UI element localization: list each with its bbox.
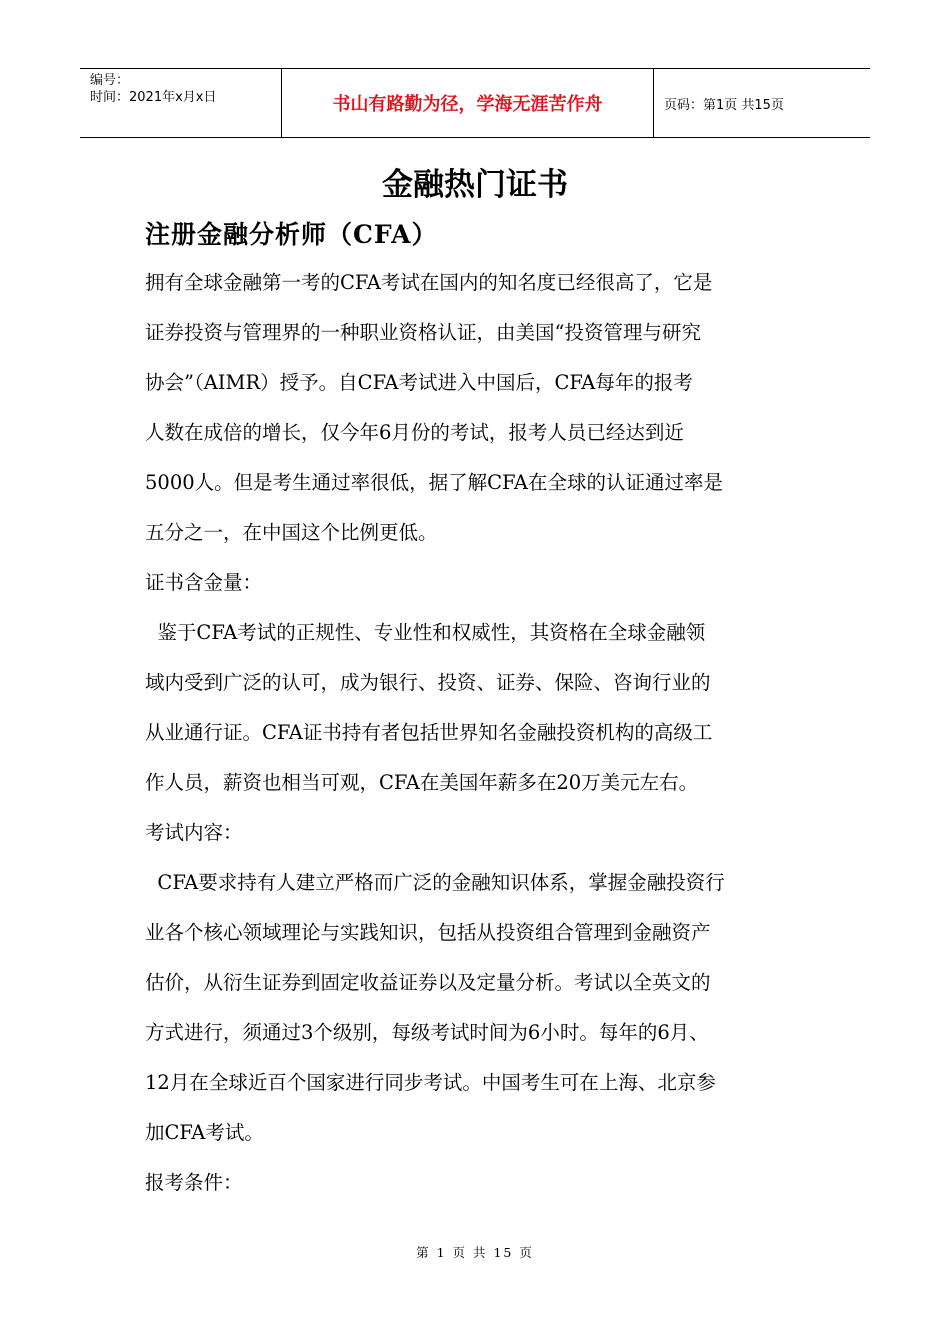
text-line: 5000人。但是考生通过率很低，据了解CFA在全球的认证通过率是: [145, 471, 723, 494]
subheading-certificate-value: 证书含金量：: [145, 571, 263, 594]
text-line: 估价，从衍生证券到固定收益证券以及定量分析。考试以全英文的: [145, 971, 711, 994]
header-meta: [80, 69, 282, 137]
text-line: 作人员，薪资也相当可观，CFA在美国年薪多在20万美元左右。: [145, 771, 699, 794]
text-line: 证券投资与管理界的一种职业资格认证，由美国“投资管理与研究: [145, 321, 701, 344]
document-number-label: 编号：: [90, 73, 130, 88]
page-header: [80, 68, 870, 138]
header-page-info: 页码：第1页 共15页: [664, 97, 784, 113]
section-title: 注册金融分析师（CFA）: [145, 220, 438, 249]
page-footer: 第 1 页 共 15 页: [416, 1245, 534, 1260]
document-date: 时间：2021年x月x日: [90, 90, 217, 105]
header-motto: 书山有路勤为径，学海无涯苦作舟: [282, 69, 654, 137]
text-line: 域内受到广泛的认可，成为银行、投资、证券、保险、咨询行业的: [145, 671, 711, 694]
text-line: 从业通行证。CFA证书持有者包括世界知名金融投资机构的高级工: [145, 721, 713, 744]
text-line: 拥有全球金融第一考的CFA考试在国内的知名度已经很高了，它是: [145, 271, 713, 294]
text-line: 协会”（AIMR）授予。自CFA考试进入中国后，CFA每年的报考: [145, 371, 693, 394]
text-line: 鉴于CFA考试的正规性、专业性和权威性，其资格在全球金融领: [145, 621, 706, 644]
subheading-requirements: 报考条件：: [145, 1171, 243, 1194]
text-line: 加CFA考试。: [145, 1121, 264, 1144]
text-line: 业各个核心领域理论与实践知识，包括从投资组合管理到金融资产: [145, 921, 711, 944]
subheading-exam-content: 考试内容：: [145, 821, 243, 844]
text-line: 五分之一，在中国这个比例更低。: [145, 521, 438, 544]
text-line: 方式进行，须通过3个级别，每级考试时间为6小时。每年的6月、: [145, 1021, 709, 1044]
document-title: 金融热门证书: [382, 167, 568, 203]
text-line: 12月在全球近百个国家进行同步考试。中国考生可在上海、北京参: [145, 1071, 716, 1094]
text-line: 人数在成倍的增长，仅今年6月份的考试，报考人员已经达到近: [145, 421, 684, 444]
text-line: CFA要求持有人建立严格而广泛的金融知识体系，掌握金融投资行: [145, 871, 725, 894]
